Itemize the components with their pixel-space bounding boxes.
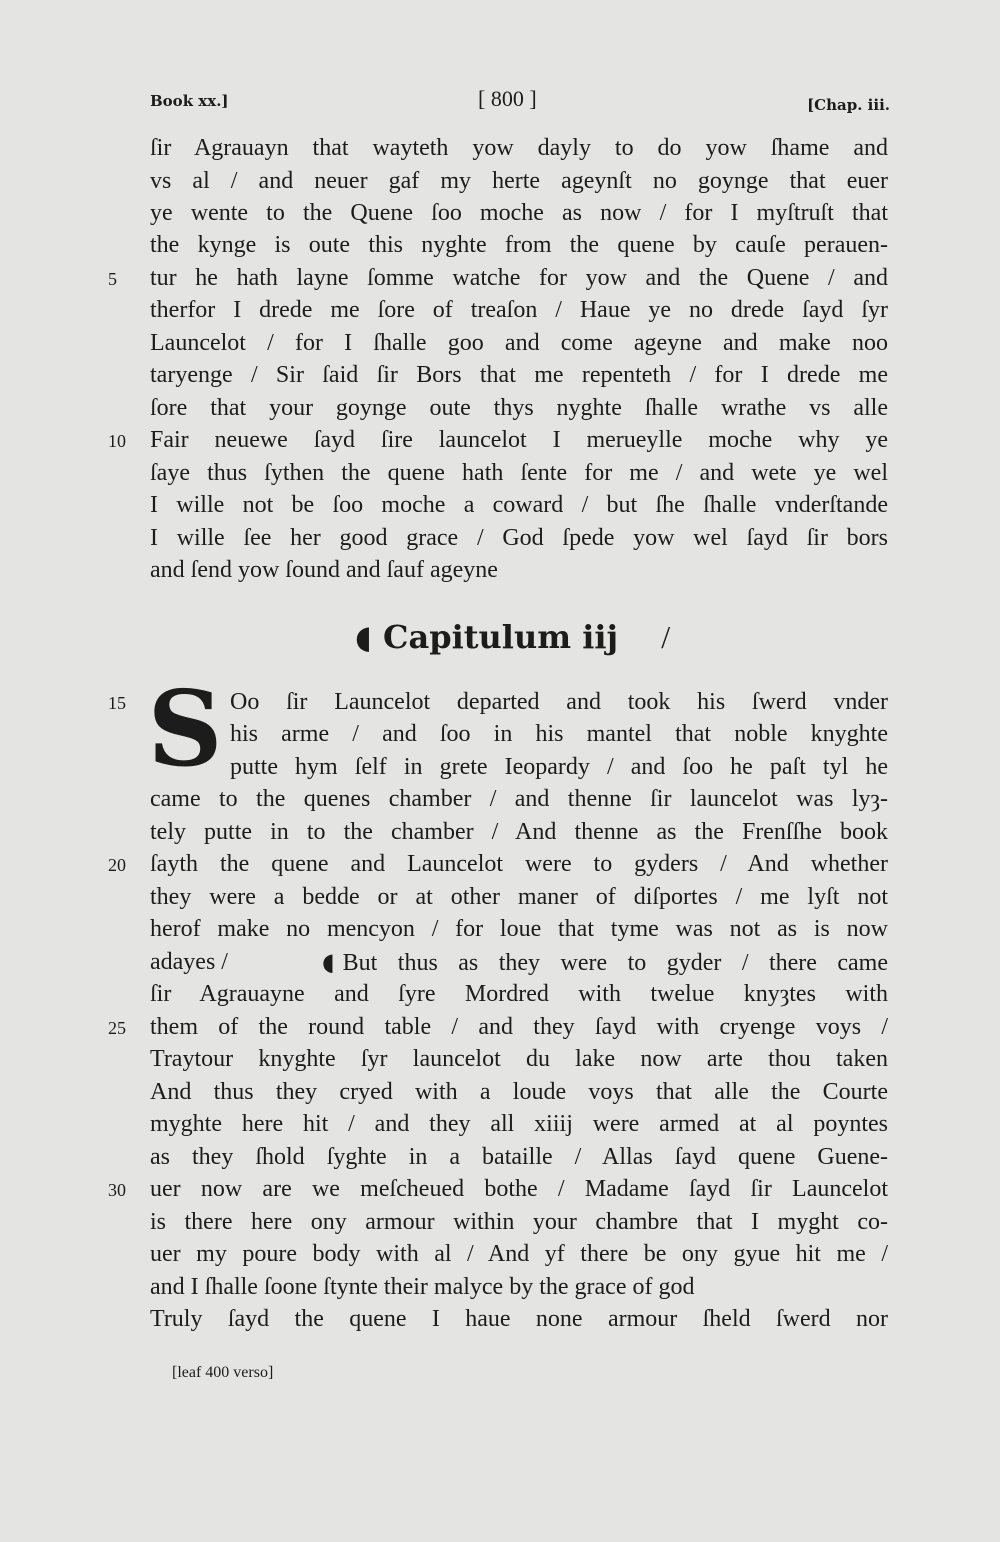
text-line: Truly ſayd the quene I haue none armour ſheld ſwerd nor (150, 1306, 888, 1332)
text-line: taryenge / Sir ſaid ſir Bors that me repenteth / for I drede me (150, 362, 888, 388)
text-line: his arme / and ſoo in his mantel that noble knyghte (230, 721, 888, 747)
line-number: 10 (108, 431, 126, 451)
text-line: them of the round table / and they ſayd with cryenge voys / (150, 1014, 888, 1040)
text-line: I wille ſee her good grace / God ſpede yow wel ſayd ſir bors (150, 525, 888, 551)
text-line: vs al / and neuer gaf my herte ageynſt no goynge that euer (150, 168, 888, 194)
line-number: 5 (108, 269, 117, 289)
text-line: Traytour knyghte ſyr launcelot du lake now arte thou taken (150, 1046, 888, 1072)
line-number: 20 (108, 855, 126, 875)
text-line: came to the quenes chamber / and thenne ſir launcelot was lyȝ- (150, 786, 888, 812)
text-line: ſir Agrauayne and ſyre Mordred with twelue knyȝtes with (150, 981, 888, 1007)
leaf-note: [leaf 400 verso] (172, 1364, 274, 1381)
book-label: Book xx.] (150, 92, 229, 110)
text-line: and I ſhalle ſoone ſtynte their malyce by the grace of god (150, 1274, 695, 1300)
text-line: and ſend yow ſound and ſauf ageyne (150, 557, 498, 583)
line-number: 25 (108, 1018, 126, 1038)
pilcrow-icon: ◖ (355, 618, 372, 656)
text-line: the kynge is oute this nyghte from the quene by cauſe perauen- (150, 232, 888, 258)
text-line: myghte here hit / and they all xiiij were armed at al poyntes (150, 1111, 888, 1137)
drop-cap: S (147, 667, 223, 790)
text-line: herof make no mencyon / for loue that tyme was not as is now (150, 916, 888, 942)
text-line: putte hym ſelf in grete Ieopardy / and ſoo he paſt tyl he (230, 754, 888, 780)
text-line: is there here ony armour within your chambre that I myght co- (150, 1209, 888, 1235)
chapter-heading (355, 612, 670, 662)
text-line: ſaye thus ſythen the quene hath ſente for me / and wete ye wel (150, 460, 888, 486)
text-line: tely putte in to the chamber / And thenne as the Frenſſhe book (150, 819, 888, 845)
text-line: Launcelot / for I ſhalle goo and come ageyne and make noo (150, 330, 888, 356)
text-line: uer my poure body with al / And yf there be ony gyue hit me / (150, 1241, 888, 1267)
heading-slash: / (661, 619, 671, 655)
text-line: uer now are we meſcheued bothe / Madame ſayd ſir Launcelot (150, 1176, 888, 1202)
running-header (150, 86, 890, 116)
text-line: And thus they cryed with a loude voys that alle the Courte (150, 1079, 888, 1105)
text-line-tail-text: But thus as they were to gyder / there came (342, 950, 888, 976)
text-line: Oo ſir Launcelot departed and took his ſwerd vnder (230, 689, 888, 715)
text-line: as they ſhold ſyghte in a bataille / Allas ſayd quene Guene- (150, 1144, 888, 1170)
line-number: 30 (108, 1180, 126, 1200)
text-line: ye wente to the Quene ſoo moche as now / for I myſtruſt that (150, 200, 888, 226)
text-line: tur he hath layne ſomme watche for yow and the Quene / and (150, 265, 888, 291)
chapter-title: Capitulum iij (383, 618, 619, 656)
line-number: 15 (108, 693, 126, 713)
text-line: they were a bedde or at other maner of diſportes / me lyſt not (150, 884, 888, 910)
text-line-tail (322, 946, 888, 978)
page-number: [ 800 ] (478, 86, 537, 111)
text-line: therfor I drede me ſore of treaſon / Haue ye no drede ſayd ſyr (150, 297, 888, 323)
pilcrow-icon: ◖ (322, 947, 335, 976)
text-line: ſore that your goynge oute thys nyghte ſhalle wrathe vs alle (150, 395, 888, 421)
text-line: ſayth the quene and Launcelot were to gyders / And whether (150, 851, 888, 877)
text-line: ſir Agrauayn that wayteth yow dayly to do yow ſhame and (150, 135, 888, 161)
text-line: adayes / (150, 949, 228, 975)
text-line: Fair neuewe ſayd ſire launcelot I merueylle moche why ye (150, 427, 888, 453)
text-line: I wille not be ſoo moche a coward / but ſhe ſhalle vnderſtande (150, 492, 888, 518)
chapter-label: [Chap. iii. (807, 96, 890, 114)
